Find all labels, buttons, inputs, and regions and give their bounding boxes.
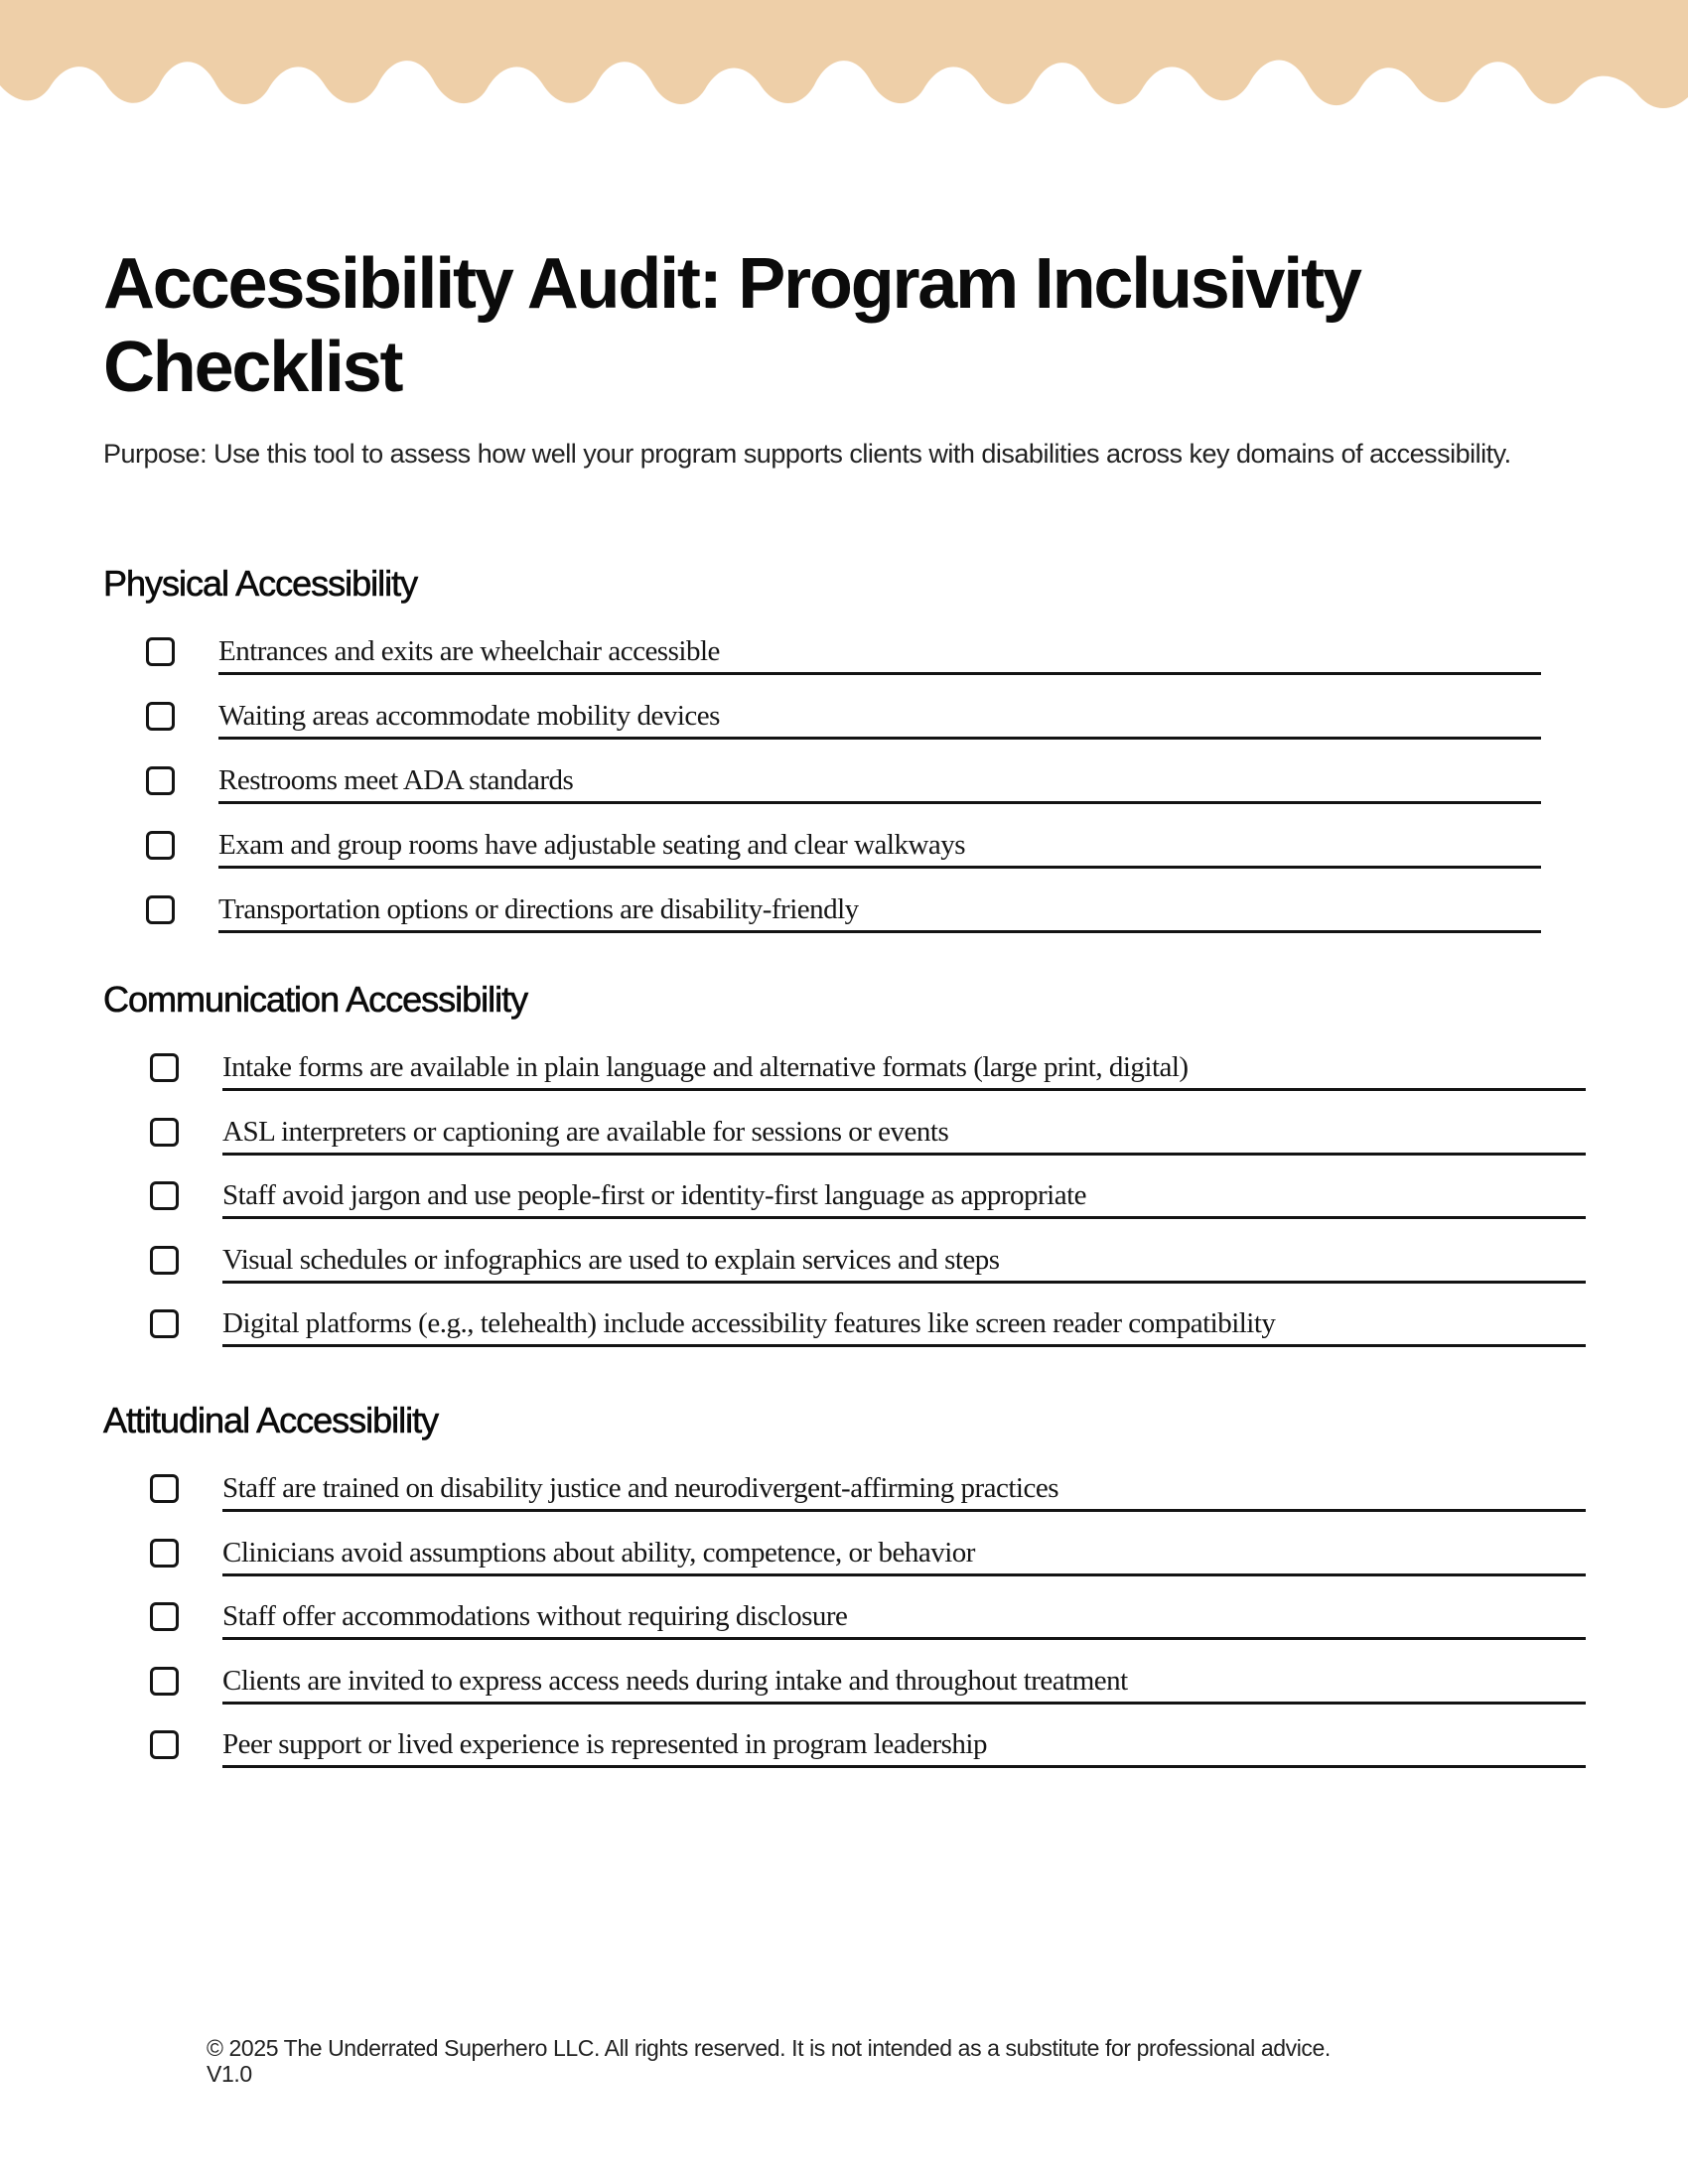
purpose-statement: Purpose: Use this tool to assess how well your program supports clients with disabilities across key domains of accessibility. [103,439,1511,469]
checkbox[interactable] [150,1602,179,1631]
checklist-item-label: Peer support or lived experience is represented in program leadership [222,1728,987,1760]
section-physical-accessibility [103,562,1593,939]
write-in-line [218,672,1541,675]
checklist-item-label: Waiting areas accommodate mobility devices [218,700,720,732]
write-in-line [222,1088,1586,1091]
page-title: Accessibility Audit: Program Inclusivity Checklist [103,244,1360,407]
version-label: V1.0 [207,2061,252,2087]
checklist-item [150,1727,1590,1769]
section-heading: Physical Accessibility [103,563,418,604]
checklist-item [150,1178,1590,1220]
checkbox[interactable] [150,1246,179,1275]
checklist-item-label: Intake forms are available in plain language and alternative formats (large print, digital) [222,1051,1189,1083]
checkbox[interactable] [146,702,175,731]
checklist-item-label: Digital platforms (e.g., telehealth) include accessibility features like screen reader compatibility [222,1307,1276,1339]
checklist-item-label: Clinicians avoid assumptions about ability, competence, or behavior [222,1537,975,1569]
checklist-item-label: ASL interpreters or captioning are available for sessions or events [222,1116,949,1148]
header-wave-decoration [0,0,1688,119]
write-in-line [222,1216,1586,1219]
checklist-item [150,1471,1590,1513]
header-wave-shape [0,0,1688,108]
write-in-line [222,1765,1586,1768]
checklist-item [146,634,1546,676]
checklist-item-label: Staff are trained on disability justice and neurodivergent-affirming practices [222,1472,1058,1504]
checkbox[interactable] [150,1539,179,1568]
checklist-item [150,1050,1590,1092]
section-attitudinal-accessibility [103,1399,1593,1776]
checklist-item [150,1664,1590,1706]
checklist-item-label: Clients are invited to express access needs during intake and throughout treatment [222,1665,1128,1697]
checklist-item-label: Staff offer accommodations without requiring disclosure [222,1600,848,1632]
checklist-item [146,892,1546,934]
checklist-item [146,763,1546,805]
checkbox[interactable] [150,1181,179,1210]
write-in-line [222,1344,1586,1347]
write-in-line [222,1281,1586,1284]
section-communication-accessibility [103,978,1593,1355]
checklist-item [150,1243,1590,1285]
write-in-line [218,866,1541,869]
write-in-line [222,1573,1586,1576]
checkbox[interactable] [146,637,175,666]
checklist-item [146,699,1546,741]
checkbox[interactable] [150,1474,179,1503]
checkbox[interactable] [150,1309,179,1338]
footer [207,2035,1547,2087]
write-in-line [222,1637,1586,1640]
section-heading: Communication Accessibility [103,979,528,1020]
checklist-item [150,1115,1590,1157]
checkbox[interactable] [146,831,175,860]
checklist-item-label: Visual schedules or infographics are used to explain services and steps [222,1244,1000,1276]
write-in-line [222,1153,1586,1156]
checklist-item [150,1536,1590,1577]
checklist-item [150,1306,1590,1348]
checkbox[interactable] [150,1053,179,1082]
write-in-line [222,1702,1586,1705]
checkbox[interactable] [150,1118,179,1147]
checklist-item-label: Entrances and exits are wheelchair accessible [218,635,720,667]
checkbox[interactable] [150,1667,179,1696]
checklist-item-label: Transportation options or directions are disability-friendly [218,893,859,925]
checkbox[interactable] [146,766,175,795]
checkbox[interactable] [146,895,175,924]
write-in-line [218,737,1541,740]
checkbox[interactable] [150,1730,179,1759]
section-heading: Attitudinal Accessibility [103,1400,439,1440]
checklist-item-label: Restrooms meet ADA standards [218,764,574,796]
write-in-line [218,930,1541,933]
write-in-line [222,1509,1586,1512]
checklist-item-label: Exam and group rooms have adjustable seating and clear walkways [218,829,966,861]
write-in-line [218,801,1541,804]
copyright-notice: © 2025 The Underrated Superhero LLC. All rights reserved. It is not intended as a substitute for professional advice. [207,2035,1331,2061]
checklist-item [150,1599,1590,1641]
checklist-item-label: Staff avoid jargon and use people-first or identity-first language as appropriate [222,1179,1087,1211]
checklist-item [146,828,1546,870]
